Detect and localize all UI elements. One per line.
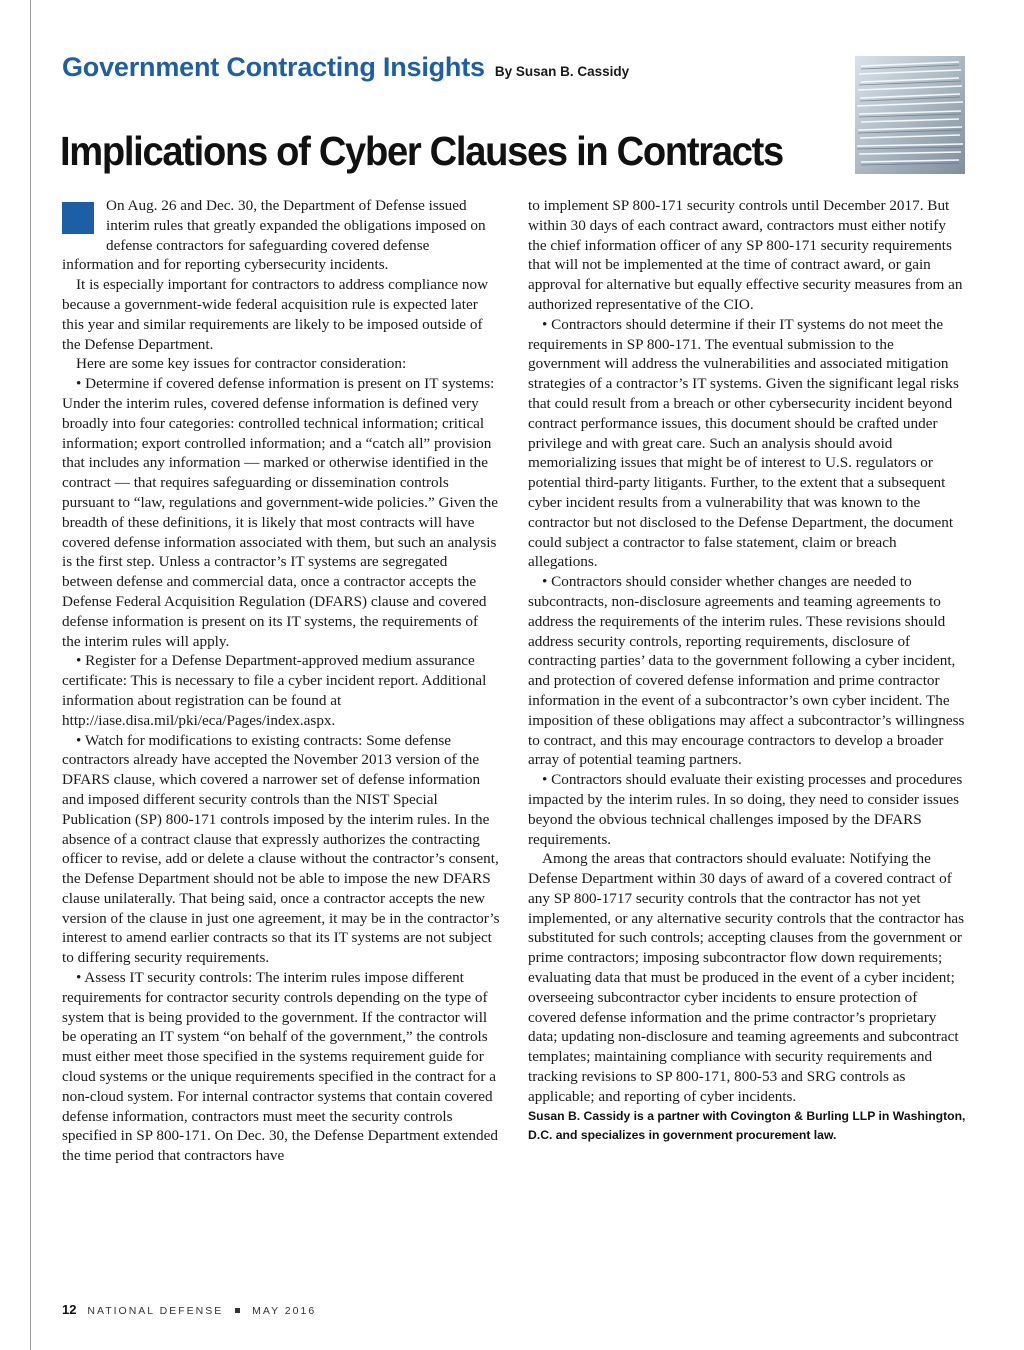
section-header (62, 52, 842, 92)
paragraph: Among the areas that contractors should evaluate: Notifying the Defense Department within 30 days of award of a covered contract of any SP 800-1717 security controls that the contractor has not yet implemented, or any alternative security controls that the contractor has substituted for such controls; accepting clauses from the government or prime contractors; imposing subcontractor flow down requirements; evaluating data that must be produced in the event of a cyber incident; overseeing subcontractor cyber incidents to ensure protection of covered defense information and the prime contractor’s proprietary data; updating non-disclosure and teaming agreements and subcontract templates; maintaining compliance with security requirements and tracking revisions to SP 800-171, 800-53 and SRG controls as applicable; and reporting of cyber incidents. (528, 850, 965, 1105)
paragraph: • Watch for modifications to existing contracts: Some defense contractors already have accepted the November 2013 version of the DFARS clause, which covered a narrower set of defense information and imposed different security controls than the NIST Special Publication (SP) 800-171 controls imposed by the interim rules. In the absence of a contract clause that expressly authorizes the contracting officer to revise, add or delete a clause without the contractor’s consent, the Defense Department should not be able to impose the new DFARS clause unilaterally. That being said, once a contractor accepts the new version of the clause in just one agreement, it may be in the contractor’s interest to amend earlier contracts so that its IT systems are not subject to differing security requirements. (62, 731, 500, 967)
paragraph: to implement SP 800-171 security controls until December 2017. But within 30 days of each contract award, contractors must either notify the chief information officer of any SP 800-171 security requirements that will not be implemented at the time of contract award, or gain approval for alternative but equally effective security measures from an authorized representative of the CIO. (528, 197, 963, 313)
paragraph: • Determine if covered defense information is present on IT systems: Under the interim rules, covered defense information is defined very broadly into four categories: controlled technical information; critical information; export controlled information; and a “catch all” provision that includes any information — marked or otherwise identified in the contract — that requires safeguarding or dissemination controls pursuant to “law, regulations and government-wide policies.” Given the breadth of these definitions, it is likely that most contracts will have covered defense information associated with them, but such an analysis is the first step. Unless a contractor’s IT systems are segregated between defense and commercial data, once a contractor accepts the Defense Federal Acquisition Regulation (DFARS) clause and covered defense information is present on its IT systems, the requirements of the interim rules will apply. (62, 375, 498, 650)
page-number: 12 (62, 1302, 77, 1317)
drop-cap-block (62, 202, 94, 234)
byline: By Susan B. Cassidy (494, 64, 630, 79)
paragraph: • Assess IT security controls: The interim rules impose different requirements for contractor security controls depending on the type of system that is being provided to the government. If the contractor will be operating an IT system “on behalf of the government,” the controls must either meet those specified in the systems requirement guide for cloud systems or the unique requirements specified in the contract for a non-cloud system. For internal contractor systems that contain covered defense information, contractors must meet the security controls specified in SP 800-171. On Dec. 30, the Defense Department extended the time period that contractors have (62, 969, 498, 1165)
paragraph: • Contractors should consider whether changes are needed to subcontracts, non-disclosure agreements and teaming agreements to address the requirements of the interim rules. These revisions should address security controls, reporting requirements, disclosure of contracting parties’ data to the government following a cyber incident, and protection of covered defense information and prime contractor information in the event of a subcontractor’s own cyber incident. The imposition of these obligations may affect a subcontractor’s willingness to contract, and this may encourage contractors to develop a broader array of potential teaming partners. (528, 573, 965, 769)
page-left-rule (30, 0, 31, 1350)
publication-name: NATIONAL DEFENSE (87, 1305, 224, 1317)
separator-square-icon (235, 1308, 240, 1313)
page-footer (62, 1302, 316, 1318)
paragraph: Here are some key issues for contractor consideration: (76, 355, 407, 373)
paragraph: On Aug. 26 and Dec. 30, the Department of Defense issued interim rules that greatly expanded the obligations imposed on defense contractors for safeguarding covered defense information and for reporting cybersecurity incidents. (62, 197, 486, 274)
paragraph: • Register for a Defense Department-approved medium assurance certificate: This is necessary to file a cyber incident report. Additional information about registration can be found at http://iase.disa.mil/pki/eca/Pages/index.aspx. (62, 652, 487, 729)
article-headline: Implications of Cyber Clauses in Contracts (60, 128, 783, 174)
department-title: Government Contracting Insights (62, 52, 485, 82)
paragraph: • Contractors should determine if their IT systems do not meet the requirements in SP 800-171. The eventual submission to the government will address the vulnerabilities and associated mitigation strategies of a contractor’s IT systems. Given the significant legal risks that could result from a breach or other cybersecurity incident beyond contract performance issues, this document should be crafted under privilege and with great care. Such an analysis should avoid memorializing issues that might be of interest to U.S. regulators or potential third-party litigants. Further, to the extent that a subsequent cyber incident results from a vulnerability that was known to the contractor but not disclosed to the Defense Department, the document could subject a contractor to false statement, claim or breach allegations. (528, 315, 959, 571)
author-bio: Susan B. Cassidy is a partner with Covington & Burling LLP in Washington, D.C. and specializes in government procurement law. (528, 1108, 966, 1142)
issue-date: MAY 2016 (252, 1305, 317, 1317)
stacked-papers-photo (855, 56, 965, 174)
article-column-2 (528, 196, 966, 1145)
paragraph: • Contractors should evaluate their existing processes and procedures impacted by the interim rules. In so doing, they need to consider issues beyond the obvious technical challenges imposed by the DFARS requirements. (528, 771, 963, 848)
paragraph: It is especially important for contractors to address compliance now because a government-wide federal acquisition rule is expected later this year and similar requirements are likely to be imposed outside of the Defense Department. (62, 276, 489, 353)
article-column-1 (62, 196, 500, 1166)
